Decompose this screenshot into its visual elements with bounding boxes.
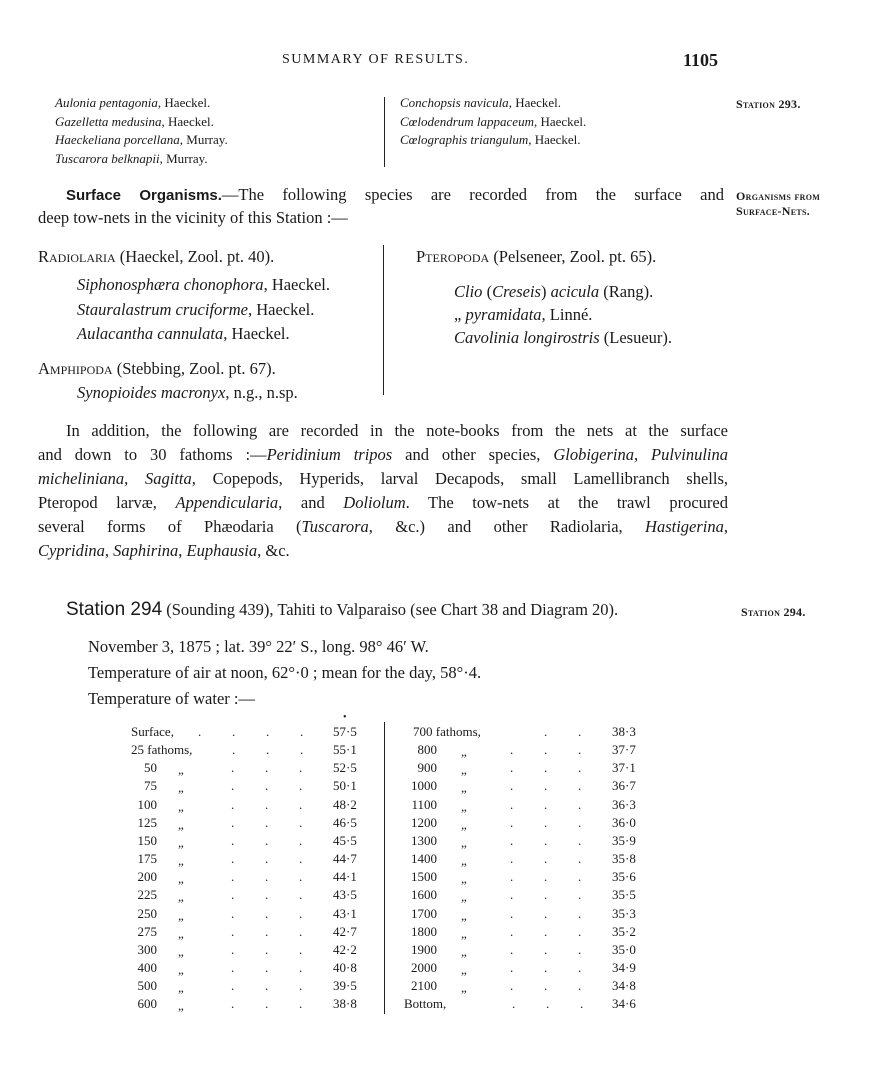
leader-dot: . [510,959,514,975]
ditto-mark: „ [461,961,467,977]
leader-dot: . [265,814,269,830]
leader-dot: . [578,814,582,830]
species-entry [400,113,586,132]
leader-dot: . [510,742,514,758]
table-depth: 175 [137,851,157,867]
table-temperature: 34·9 [612,959,636,975]
leader-dot: . [299,887,303,903]
table-temperature: 43·1 [333,905,357,921]
ditto-mark: „ [178,961,184,977]
table-temperature: 36·0 [612,814,636,830]
leader-dot: . [578,724,582,739]
leader-dot: . [544,959,548,975]
leader-dot: . [299,778,303,794]
leader-dot: . [544,742,548,758]
leader-dot: . [578,832,582,848]
leader-dot: . [232,724,236,739]
species-author: , Murray. [179,132,228,147]
species-name: Aulonia pentagonia [55,95,158,110]
leader-dot: . [544,760,548,776]
table-depth: Bottom, [404,996,447,1012]
ditto-mark: „ [178,853,184,869]
table-depth: 400 [137,959,157,975]
organisms-side-label-2: Surface-Nets. [736,204,811,218]
leader-dot: . [265,851,269,867]
species-name: Stauralastrum cruciforme [77,299,248,319]
amphipoda-species: Synopioides macronyx, n.g., n.sp. [77,383,298,402]
leader-dot: . [578,742,582,758]
leader-dot: . [231,778,235,794]
ditto-mark: „ [178,943,184,959]
leader-dot: . [578,796,582,812]
paragraph-line-2: and down to 30 fathoms :—Peridinium tripos and other species, Globigerina, Pulvinulina [38,445,729,464]
leader-dot: . [510,978,514,994]
leader-dot: . [299,832,303,848]
ditto-mark: „ [461,889,467,905]
leader-dot: . [299,941,303,957]
table-depth: 1800 [411,923,437,939]
ditto-mark: „ [178,780,184,796]
leader-dot: . [299,760,303,776]
leader-dot: . [299,814,303,830]
radiolaria-heading: Radiolaria (Haeckel, Zool. pt. 40). [38,247,275,266]
leader-dot: . [299,996,303,1012]
table-temperature: 45·5 [333,832,357,848]
leader-dot: . [578,778,582,794]
table-temperature: 35·2 [612,923,636,939]
ditto-mark: „ [178,798,184,814]
paragraph-line-4: Pteropod larvæ, Appendicularia, and Doliolum. The tow-nets at the trawl procured [38,493,728,512]
leader-dot: . [578,851,582,867]
leader-dot: . [265,832,269,848]
ditto-mark: „ [178,762,184,778]
species-author: , Haeckel. [223,324,290,343]
leader-dot: . [265,887,269,903]
leader-dot: . [580,996,584,1012]
pteropoda-heading: Pteropoda (Pelseneer, Zool. pt. 65). [416,247,657,266]
leader-dot: . [578,941,582,957]
ditto-mark: „ [178,871,184,887]
table-depth: 275 [137,923,157,939]
species-name: Tuscarora belknapii [55,150,160,166]
leader-dot: . [299,978,303,994]
air-temperature-line: Temperature of air at noon, 62°·0 ; mean for the day, 58°·4. [88,663,482,682]
leader-dot: . [512,996,516,1012]
pteropoda-species-3: Cavolinia longirostris (Lesueur). [454,328,673,347]
leader-dot: . [231,832,235,848]
table-temperature: 35·8 [612,851,636,867]
table-depth: 500 [137,978,157,994]
table-depth: Surface, [131,724,174,739]
leader-dot: . [578,760,582,776]
table-depth: 200 [137,869,157,885]
leader-dot: . [299,796,303,812]
date-position-line: November 3, 1875 ; lat. 39° 22′ S., long. 98° 46′ W. [88,637,429,656]
leader-dot: . [232,742,236,758]
ditto-mark: „ [461,780,467,796]
page-number: 1105 [683,50,719,70]
table-temperature: 37·1 [612,760,636,776]
ditto-mark: „ [461,816,467,832]
leader-dot: . [578,959,582,975]
ditto-mark: „ [178,925,184,941]
table-temperature: 35·9 [612,832,636,848]
leader-dot: . [265,996,269,1012]
table-depth: 1000 [411,778,437,794]
species-author: , Haeckel. [161,113,214,129]
leader-dot: . [544,978,548,994]
table-temperature: 44·7 [333,851,357,867]
column-divider [384,97,385,167]
surface-organisms-line-2: deep tow-nets in the vicinity of this Station :— [38,208,348,227]
leader-dot: . [510,832,514,848]
leader-dot: . [300,742,304,758]
species-author: , Haeckel. [247,299,315,319]
table-depth: 100 [137,796,157,812]
table-depth: 1300 [411,832,437,848]
table-depth: 1100 [411,796,437,812]
leader-dot: . [231,760,235,776]
table-depth: 225 [137,887,157,903]
leader-dot: . [510,887,514,903]
table-temperature: 36·3 [612,796,636,812]
table-temperature: 42·2 [333,941,357,957]
table-depth: 1600 [411,887,437,903]
leader-dot: . [265,796,269,812]
leader-dot: . [265,905,269,921]
leader-dot: . [299,959,303,975]
amphipoda-heading: Amphipoda (Stebbing, Zool. pt. 67). [38,359,276,378]
leader-dot: . [578,978,582,994]
leader-dot: . [265,869,269,885]
station-294-heading: Station 294 (Sounding 439), Tahiti to Valparaiso (see Chart 38 and Diagram 20). [66,599,619,620]
species-name: Siphonosphæra chonophora [77,275,264,294]
paragraph-line-1: In addition, the following are recorded in the note-books from the nets at the surface [66,421,728,440]
table-depth: 1500 [411,869,437,885]
species-name: Cœlographis triangulum [400,132,529,147]
table-depth: 1900 [411,941,437,957]
station-293-species-right [400,94,586,150]
surface-organisms-line-1: Surface Organisms.—The following species are recorded from the surface and [66,185,724,204]
leader-dot: . [510,814,514,830]
species-author: , Murray. [159,150,208,166]
table-temperature: 43·5 [333,887,357,903]
leader-dot: . [578,923,582,939]
table-depth: 1400 [411,851,437,867]
table-temperature: 57·5 [333,724,357,739]
leader-dot: . [544,923,548,939]
species-name: Gazelletta medusina [55,113,162,129]
leader-dot: . [544,851,548,867]
leader-dot: . [299,869,303,885]
table-depth: 2000 [411,959,437,975]
table-temperature: 37·7 [612,742,636,758]
table-depth: 1700 [411,905,437,921]
leader-dot: . [299,905,303,921]
leader-dot: . [544,832,548,848]
table-depth: 800 [417,742,437,758]
leader-dot: . [510,869,514,885]
table-temperature: 55·1 [333,742,357,758]
table-depth: 600 [137,996,157,1012]
table-temperature: 48·2 [333,796,357,812]
paragraph-line-3: micheliniana, Sagitta, Copepods, Hyperids, larval Decapods, small Lamellibranch shells, [38,469,728,488]
leader-dot: . [544,941,548,957]
species-author: , Haeckel. [533,113,587,129]
species-name: Aulacantha cannulata [77,324,224,343]
running-title: SUMMARY OF RESULTS. [282,52,470,67]
ditto-mark: „ [178,834,184,850]
table-temperature: 34·8 [612,978,636,994]
leader-dot: . [231,869,235,885]
species-name: Haeckeliana porcellana [55,132,180,147]
table-temperature: 35·3 [612,905,636,921]
leader-dot: . [300,724,304,739]
leader-dot: . [544,905,548,921]
species-author: , Haeckel. [263,275,330,294]
leader-dot: . [266,742,270,758]
table-depth: 125 [137,814,157,830]
species-entry [77,273,330,298]
leader-dot: . [546,996,550,1012]
leader-dot: . [578,887,582,903]
organisms-side-label-1: Organisms from [736,189,821,203]
table-depth: 250 [137,905,157,921]
table-column-divider [384,722,385,1014]
ditto-mark: „ [461,798,467,814]
leader-dot: . [231,996,235,1012]
leader-dot: . [544,796,548,812]
ditto-mark: „ [461,943,467,959]
ditto-mark: „ [461,925,467,941]
table-temperature: 36·7 [612,778,636,794]
leader-dot: . [265,760,269,776]
table-depth: 900 [417,760,437,776]
table-temperature: 38·3 [612,724,636,739]
station-294-title: Station 294 [66,599,163,620]
ditto-mark: „ [178,980,184,996]
leader-dot: . [510,851,514,867]
ditto-mark: „ [461,871,467,887]
leader-dot: . [231,923,235,939]
leader-dot: . [265,978,269,994]
table-temperature: 35·6 [612,869,636,885]
species-author: , Haeckel. [157,95,211,110]
species-entry [55,150,228,169]
ditto-mark: „ [178,889,184,905]
ditto-mark: „ [178,998,184,1014]
leader-dot: . [510,778,514,794]
leader-dot: . [231,941,235,957]
leader-dot: . [544,724,548,739]
paragraph-line-5: several forms of Phæodaria (Tuscarora, &c.) and other Radiolaria, Hastigerina, [38,517,728,536]
degree-mark: • [343,712,347,723]
table-temperature: 50·1 [333,778,357,794]
leader-dot: . [231,887,235,903]
leader-dot: . [231,978,235,994]
table-depth: 25 fathoms, [131,742,193,758]
species-entry [77,298,330,323]
table-depth: 300 [137,941,157,957]
leader-dot: . [578,905,582,921]
ditto-mark: „ [461,853,467,869]
species-entry [55,94,228,113]
leader-dot: . [544,814,548,830]
species-entry [55,113,228,132]
leader-dot: . [510,941,514,957]
water-temperature-label: Temperature of water :— [88,689,255,708]
table-depth: 700 fathoms, [413,724,481,739]
table-temperature: 52·5 [333,760,357,776]
species-name: Cœlodendrum lappaceum [400,113,534,129]
leader-dot: . [231,796,235,812]
ditto-mark: „ [461,907,467,923]
leader-dot: . [510,760,514,776]
table-temperature: 34·6 [612,996,636,1012]
leader-dot: . [231,851,235,867]
ditto-mark: „ [461,762,467,778]
leader-dot: . [265,941,269,957]
table-depth: 50 [144,760,157,776]
leader-dot: . [231,814,235,830]
table-temperature: 35·0 [612,941,636,957]
leader-dot: . [299,923,303,939]
table-depth: 2100 [411,978,437,994]
species-entry [400,131,586,150]
station-294-side-label: Station 294. [741,605,806,619]
leader-dot: . [544,887,548,903]
groups-column-divider [383,245,384,395]
leader-dot: . [510,923,514,939]
pteropoda-species-2: „ pyramidata, Linné. [454,305,593,324]
ditto-mark: „ [461,744,467,760]
species-entry [400,94,586,113]
table-temperature: 44·1 [333,869,357,885]
leader-dot: . [544,778,548,794]
species-author: , Haeckel. [528,132,581,147]
leader-dot: . [265,778,269,794]
ditto-mark: „ [461,980,467,996]
leader-dot: . [265,923,269,939]
paragraph-line-6: Cypridina, Saphirina, Euphausia, &c. [38,541,290,560]
ditto-mark: „ [178,816,184,832]
surface-organisms-heading: Surface Organisms. [66,187,222,204]
table-depth: 1200 [411,814,437,830]
table-temperature: 39·5 [333,978,357,994]
leader-dot: . [510,905,514,921]
radiolaria-species-list [77,273,330,347]
species-entry [55,131,228,150]
leader-dot: . [231,959,235,975]
pteropoda-species-1: Clio (Creseis) acicula (Rang). [454,282,654,301]
ditto-mark: „ [178,907,184,923]
leader-dot: . [265,959,269,975]
station-293-side-label: Station 293. [736,97,801,111]
leader-dot: . [578,869,582,885]
table-temperature: 46·5 [333,814,357,830]
species-entry [77,322,330,347]
leader-dot: . [266,724,270,739]
table-temperature: 42·7 [333,923,357,939]
table-depth: 150 [137,832,157,848]
species-author: , Haeckel. [508,95,562,110]
species-name: Conchopsis navicula [400,95,509,110]
table-depth: 75 [144,778,157,794]
ditto-mark: „ [461,834,467,850]
leader-dot: . [231,905,235,921]
table-temperature: 40·8 [333,959,357,975]
leader-dot: . [510,796,514,812]
leader-dot: . [544,869,548,885]
table-temperature: 35·5 [612,887,636,903]
leader-dot: . [299,851,303,867]
station-293-species-left [55,94,228,168]
leader-dot: . [198,724,202,739]
table-temperature: 38·8 [333,996,357,1012]
